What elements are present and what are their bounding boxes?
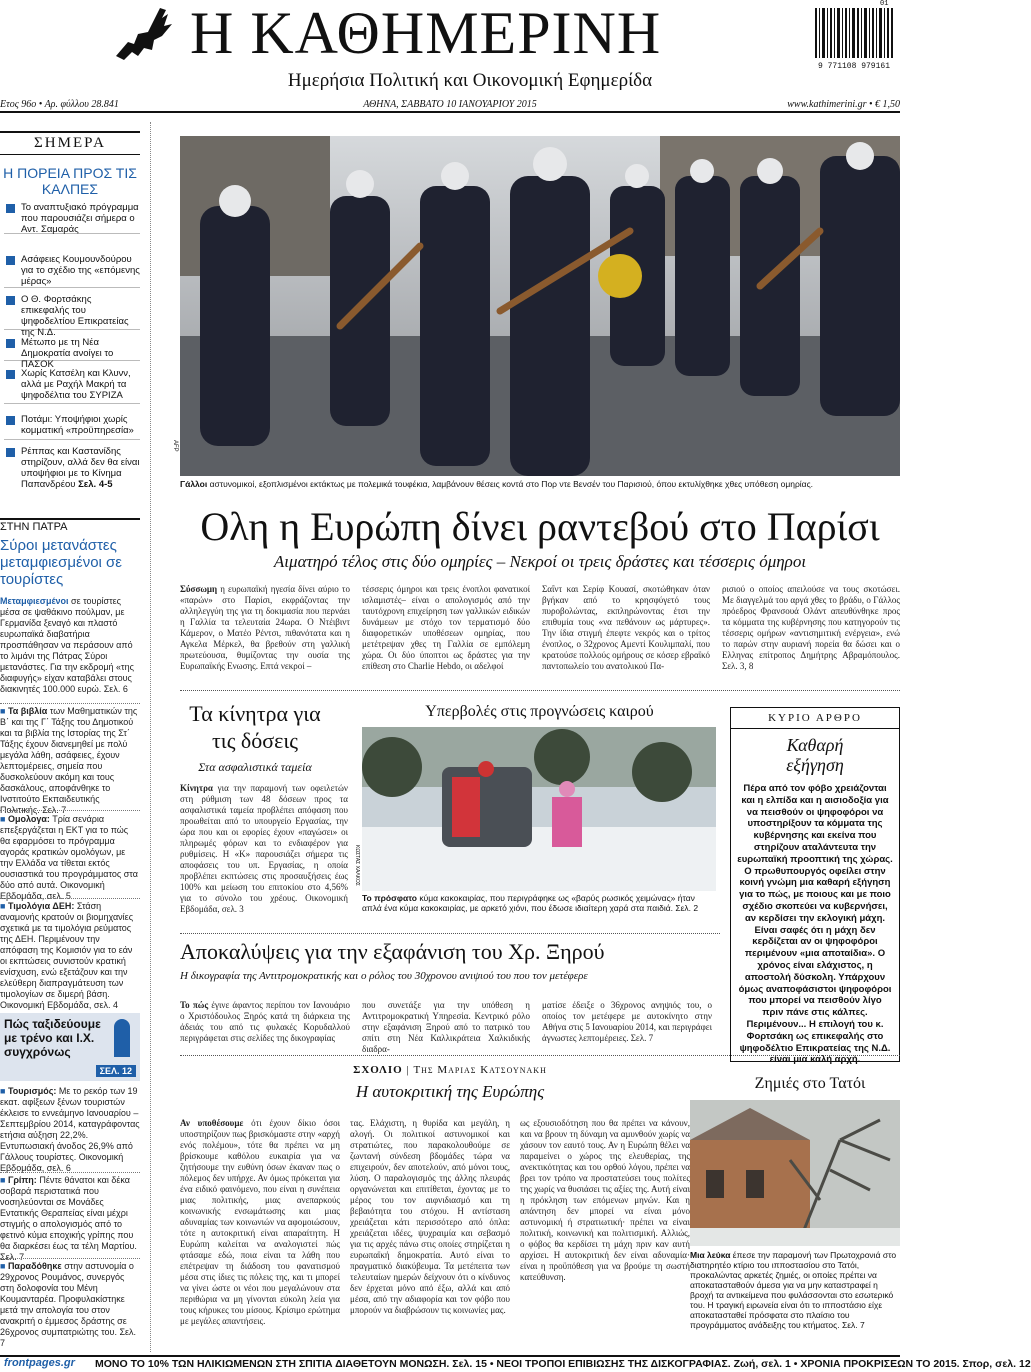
lead-col-4: ρισιού ο οποίος απειλούσε να τους σκοτώσει. Με διαγγελμά του αργά χθες το βράδυ, ο Γάλλος πρόεδρος Φρανσουά Ολάντ απευθύνθηκε προς τα κόμματα της κυβέρνησης που κατηγορούν τις τέσσερις ομήρων «αντισημιτική ενέργεια», ενώ το παρών στην αυριανή πορεία θα δώσει και ο Ελληνας επίτροπος Δημήτρης Αβραμόπουλος. Σελ. 3, 8 <box>722 584 900 671</box>
commentary-title[interactable]: Η αυτοκριτική της Ευρώπης <box>355 1082 545 1101</box>
tatoi-caption: Μια λεύκα έπεσε την παραμονή των Πρωτοχρονιά στο διατηρητέο κτίριο του ιπποστασίου στο Τατόι, προκαλώντας αρκετές ζημιές, οι οποίες πρέπει να αποκατασταθούν άμεσα για να μην καταστραφεί η βροχή τα αντικείμενα που φυλάσσονται στο εσωτερικό του. Η τραγική ειρωνεία είναι ότι το ιπποστάσιο είχε αποκατασταθεί πρόσφατα στο πλαίσιο του προγράμματος ανάδειξης του κτήματος. Σελ. 7 <box>690 1250 897 1330</box>
poreia-pages: Σελ. 4-5 <box>78 479 113 490</box>
incentives-subhead: Στα ασφαλιστικά ταμεία <box>198 760 312 774</box>
bullet-icon <box>6 416 15 425</box>
lead-col-1: Σύσσωμη η ευρωπαϊκή ηγεσία δίνει αύριο το «παρών» στο Παρίσι, εκφράζοντας την αλληλεγγύη της για τη δοκιμασία που περνάει η Γαλλία τα τελευταία 24ωρα. Ο Ντέιβιντ Κάμερον, ο Ματέο Ρέντσι, πιθανότατα και η Αγκελα Μέρκελ, θα βρεθούν στη γαλλική πρωτεύουσα, θυμίζοντας την ουσία της Ευρωπαϊκής Ενωσης. Επτά νεκροί – <box>180 584 350 671</box>
incentives-headline[interactable]: Τα κίνητρα για τις δόσεις <box>189 701 321 753</box>
travel-page: ΣΕΛ. 12 <box>96 1065 136 1077</box>
editorial-body: Πέρα από τον φόβο χρειάζονται και η ελπίδα και η αισιοδοξία για να πεισθούν οι ψηφοφόροι να υποστηρίξουν τα κόμματα της κυβέρνησης και εκείνα που στηρίζουν αταλάντευτα την ευρωπαϊκή προοπτική της χώρας. Ο πρωθυπουργός οφείλει στην κοινή γνώμη μια καθαρή εξήγηση για το πώς, με ποιους και με ποιο σχέδιο σκοπεύει να κυβερνήσει, αν κερδίσει την εκλογική μάχη. Είναι σαφές ότι η μάχη δεν κερδίζεται αν οι ψηφοφόροι περιμένουν «μια αποταίδια». Ο χρόνος είναι ελάχιστος, η αποστολή δύσκολη. Υπάρχουν όμως αναποφάσιστοι ψηφοφόροι που μπορεί να πεισθούν λίγο πριν πάνε στις κάλπες. Περιμένουν... Η επιλογή του κ. Φορτσάκη ως επικεφαλής στο ψηφοδέλτιο Επικρατείας της Ν.Δ. είναι μια καλή αρχή. <box>737 783 893 1066</box>
list-item[interactable]: Ρέππας και Καστανίδης στηρίζουν, αλλά δεν θα είναι υποψήφιοι με το Κίνημα Παπανδρέου Σελ. 4-5 <box>4 446 140 502</box>
list-item[interactable]: Ο Θ. Φορτσάκης επικεφαλής του ψηφοδελτίου Επικρατείας της Ν.Δ. <box>4 294 140 330</box>
patra-text: Μεταμφιεσμένοι σε τουρίστες μέσα σε ψαθάκινο πούλμαν, με Γερμανίδα ξεναγό και πλαστό ευρωπαϊκά διαβατήρια προσπάθησαν να περάσουν από το λιμάνι της Πάτρας Σύροι μετανάστες. Για την εκδρομή «της διαφυγής» είχαν καταβάλει στους διακινητές 100.000 ευρώ. Σελ. 6 <box>0 596 134 694</box>
barcode-icon <box>813 4 895 64</box>
lead-subhead: Αιματηρό τέλος στις δύο ομηρίες – Νεκροί οι τρεις δράστες και τέσσερις όμηροι <box>273 552 807 571</box>
barcode-issue: 01 <box>880 0 889 8</box>
editorial-title[interactable]: Καθαρή εξήγηση <box>786 735 844 775</box>
train-icon <box>114 1019 130 1057</box>
snow-photo <box>362 727 716 891</box>
poreia-title: Η ΠΟΡΕΙΑ ΠΡΟΣ ΤΙΣ ΚΑΛΠΕΣ <box>3 165 137 197</box>
lead-headline[interactable]: Ολη η Ευρώπη δίνει ραντεβού στο Παρίσι <box>200 504 880 549</box>
commentary-col-3: ως εξουσιοδότηση που θα πρέπει να κάνουν, και να βρουν τη δύναμη να αμυνθούν χωρίς να χάσουν τον εαυτό τους. Αν η Ευρώπη θέλει να παραμείνει ο χώρος της ελευθερίας, της ανεκτικότητας και του ορθού λόγου, πρέπει να βρει τον τρόπο να προστατεύσει τους πολίτες της χωρίς να θυσιάσει τις αξίες της. Αυτή είναι η πρόκληση των επόμενων μηνών. Και η απάντηση δεν μπορεί να είναι μόνο αστυνομική ή στρατιωτική· πρέπει να είναι πολιτική, κοινωνική και πολιτισμική. Αλλιώς, ο φόβος θα κερδίσει τη μάχη πριν καν αυτή αρχίσει. Η αυτοκριτική δεν είναι αδυναμία· είναι η προϋπόθεση για να βρούμε τη σωστή κατεύθυνση. <box>520 1118 690 1282</box>
bullet-icon <box>6 370 15 379</box>
patra-label: ΣΤΗΝ ΠΑΤΡΑ <box>0 518 140 533</box>
editorial-label: ΚΥΡΙΟ ΑΡΘΡΟ <box>731 708 899 729</box>
travel-title: Πώς ταξιδεύουμε με τρένο και Ι.Χ. συγχρόνως <box>4 1017 101 1059</box>
issue-number: Ετος 96ο • Αρ. φύλλου 28.841 <box>0 99 119 110</box>
commentary-col-1: Αν υποθέσουμε ότι έχουν δίκιο όσοι υποστηρίζουν πως βρισκόμαστε στην «αρχή ενός πολέμου», τότε θα πρέπει να μη βρίσκουμε καθόλου ευκαιρία για να ζητήσουμε την ευθύνη όσων έκαναν πως ο πόλεμος δεν υπήρχε. Αν όμως πρόκειται για ένα ειδικό φαινόμενο, που είναι η συνέπεια μιας πολιτικής, μιας ανεπαρκούς κοινωνικής ενσωμάτωσης και μιας αδυναμίας των κοινωνιών να αφομοιώσουν, τότε η αυτοκριτική είναι απαραίτητη. Η Ευρώπη καλείται να αναλογιστεί πώς φτάσαμε εδώ, ποια είναι τα λάθη που επέτρεψαν τη διάδοση του φανατισμού μέσα στις ίδιες τις πόλεις της, και τι μπορεί να γίνει ώστε οι νέοι που μεγαλώνουν στα περιθώρια να μη γίνονται εύκολη λεία για τους κήρυκες του μίσους. Κρίσιμο ερώτημα με μεγάλες απαντήσεις. <box>180 1118 341 1326</box>
dateline <box>0 97 900 113</box>
lead-col-3: Σαΐντ και Σερίφ Κουασί, σκοτώθηκαν όταν βγήκαν από το κρησφύγετό τους πυροβολώντας, εκπληρώνοντας έτσι την επιθυμία τους «να πεθάνουν ως μάρτυρες». Την ίδια στιγμή έπεφτε νεκρός και ο τρίτος ένοπλος, ο 32χρονος Αμεντί Κουλιμπαλί, που κρατούσε πολλούς ομήρους σε κόσερ εβραϊκό παντοπωλείο του ανατολικού Πα- <box>542 584 710 671</box>
xiros-col-2: που συνετάξε για την υπόθεση η Αντιτρομοκρατική Υπηρεσία. Κεντρικό ρόλο στην εξαφάνιση Ξηρού από το πατρικό του σπίτι στη Νέα Καλλικράτεια Χαλκιδικής διαδρα- <box>362 1000 530 1054</box>
xiros-subhead: Η δικογραφία της Αντιτρομοκρατικής και ο ρόλος του 30χρονου ανιψιού του που τον μετέφερε <box>180 970 588 982</box>
list-item[interactable]: Ασάφειες Κουμουνδούρου για το σχέδιο της «επόμενης μέρας» <box>4 254 140 288</box>
masthead-subtitle: Ημερήσια Πολιτική και Οικονομική Εφημερίδα <box>287 70 653 91</box>
watermark: frontpages.gr <box>4 1357 75 1369</box>
today-label: ΣΗΜΕΡΑ <box>0 131 140 155</box>
masthead-title: Η ΚΑΘΗΜΕΡΙΝΗ <box>190 0 662 66</box>
list-item[interactable]: Μέτωπο με τη Νέα Δημοκρατία ανοίγει το ΠΑΣΟΚ <box>4 337 140 361</box>
photo-caption: Γάλλοι αστυνομικοί, εξοπλισμένοι εκτάκτως με πολεμικά τουφέκια, λαμβάνουν θέσεις κοντά στο Πορ ντε Βενσέν του Παρισιού, όπου εκτυλίχθηκε χθες υπόθεση ομηρίας. <box>180 479 814 489</box>
incentives-text: Κίνητρα για την παραμονή των οφειλετών στη ρύθμιση των 48 δόσεων προς τα ασφαλιστικά ταμεία προβλέπει απόφαση που προωθείται από το υπουργείο Εργασίας, την ώρα που και οι εφορίες έχουν «παγώσει» οι πληρωμές φόρων και το ενδιαφέρον για ρυθμίσεις. Η «Κ» παρουσιάζει σήμερα τις αποφάσεις του υπ. Εργασίας, η οποία προβλέπει εκπτώσεις στις προσαυξήσεις έως 100% και μείωση του επιτοκίου στο 4,56% για το σύνολο του χρέους. Οικονομική Εβδομάδα, σελ. 3 <box>180 783 348 914</box>
travel-teaser[interactable] <box>0 1013 140 1081</box>
brief-tourism: ■ Τουρισμός: Με το ρεκόρ των 19 εκατ. αφίξεων ξένων τουριστών έκλεισε το εννεάμηνο Ιανουαρίου – Σεπτεμβρίου 2014, καταγράφοντας ετήσια αύξηση 22,2%. Εντυπωσιακή άνοδος 26,9% από Γάλλους τουρίστες. Οικονομική Εβδομάδα, σελ. 6 <box>0 1086 140 1173</box>
brief-arrest: ■ Παραδόθηκε στην αστυνομία ο 29χρονος Ρουμάνος, συνεργός στη δολοφονία του Μένη Κουμανταρέα. Προφυλακίστηκε μετά την απολογία του στον ανακριτή ο έμμεσος δράστης σε 26χρονος συμπατριώτης του. Σελ. 7 <box>0 1261 137 1348</box>
barcode-number: 9 771108 979161 <box>817 62 890 71</box>
footer-text: ΜΟΝΟ ΤΟ 10% ΤΩΝ ΗΛΙΚΙΩΜΕΝΩΝ ΣΤΗ ΣΠΙΤΙΑ ΔΙΑΘΕΤΟΥΝ ΜΟΝΩΣΗ. Σελ. 15 • ΝΕΟΙ ΤΡΟΠΟΙ ΕΠΙΒΙΩΣΗΣ ΤΗΣ ΔΙΣΚΟΓΡΑΦΙΑΣ. Ζωή, σελ. 1 • ΧΡΟΝΙΑ ΠΡΟΚΡΙΣΕΩΝ ΤΟ 2015. Σπορ, σελ. 12 <box>95 1358 1031 1370</box>
bullet-icon <box>6 448 15 457</box>
bullet-icon <box>6 296 15 305</box>
tatoi-photo <box>690 1100 900 1246</box>
pegasus-logo-icon <box>108 4 178 64</box>
tatoi-headline[interactable]: Ζημιές στο Τατόι <box>754 1075 866 1092</box>
police-photo <box>180 136 900 476</box>
bullet-icon <box>6 256 15 265</box>
bullet-icon <box>6 204 15 213</box>
list-item[interactable]: Το αναπτυξιακό πρόγραμμα που παρουσιάζει σήμερα ο Αντ. Σαμαράς <box>4 202 140 234</box>
photo-credit: AFP <box>172 440 178 452</box>
bullet-icon <box>6 339 15 348</box>
footer-teasers <box>0 1355 1031 1372</box>
xiros-col-1: Το πώς έγινε άφαντος περίπου τον Ιανουάριο ο Χριστόδουλος Ξηρός κατά τη διάρκεια της άδειάς του από τις φυλακές Κορυδαλλού περιγράφεται στις σελίδες της δικογραφίας <box>180 1000 350 1043</box>
issue-date: ΑΘΗΝΑ, ΣΑΒΒΑΤΟ 10 ΙΑΝΟΥΑΡΙΟΥ 2015 <box>363 99 537 110</box>
weather-credit: ΚΩΣΤΑΣ ΧΑΛΚΟΣ <box>354 845 360 886</box>
weather-headline[interactable]: Υπερβολές στις προγνώσεις καιρού <box>425 703 654 720</box>
xiros-headline[interactable]: Αποκαλύψεις για την εξαφάνιση του Χρ. Ξηρού <box>180 939 605 964</box>
site-and-price: www.kathimerini.gr • € 1,50 <box>787 99 900 110</box>
weather-caption: Το πρόσφατο κύμα κακοκαιρίας, που περιγράφηκε ως «βαρύς ρωσικός χειμώνας» ήταν απλά ένα κύμα κακοκαιρίας, με αρκετό χιόνι, που έδωσε ιδιαίτερη χαρά στα παιδιά. Σελ. 2 <box>362 893 699 913</box>
commentary-label: ΣΧΟΛΙΟ | Της Μαριας Κατσουνακη <box>353 1064 547 1076</box>
brief-flu: ■ Γρίπη: Πέντε θάνατοι και δέκα σοβαρά περιστατικά που νοσηλεύονται σε Μονάδες Εντατικής Θεραπείας είναι μέχρι στιγμής ο απολογισμός από το φετινό κύμα εποχικής γρίπης που θα διαρκέσει έως τα τέλη Μαρτίου. Σελ. 7 <box>0 1175 137 1262</box>
xiros-col-3: ματίσε έδειξε ο 36χρονος ανηψιός του, ο οποίος τον μετέφερε με αυτοκίνητο στην Αθήνα στις 5 Ιανουαρίου 2014, και περιγράφει άγνωστες λεπτομέρειες. Σελ. 7 <box>542 1000 712 1043</box>
editorial-box <box>730 707 900 1066</box>
brief-books: ■ Τα βιβλία των Μαθηματικών της Β΄ και της Γ΄ Τάξης του Δημοτικού και τα βιβλία της Ιστορίας της Στ΄ Τάξης έχουν διανεμηθεί με πολύ μεγάλα λάθη, ασάφειες, έχουν λεπτομέρειες, σημεία που δυσκολεύουν ακόμη και τους δασκάλους, αποφάνθηκε το Ινστιτούτο Εκπαιδευτικής Πολιτικής. Σελ. 7 <box>0 706 138 815</box>
list-item[interactable]: Ποτάμι: Υποψήφιοι χωρίς κομματική «προϋπηρεσία» <box>4 414 140 440</box>
brief-dei: ■ Τιμολόγια ΔΕΗ: Στάση αναμονής κρατούν οι βιομηχανίες σχετικά με τα τιμολόγια ρεύματος της ΔΕΗ. Περιμένουν την απόφαση της Κομισιόν για το εάν οι εκπτώσεις συνιστούν κρατική ενίσχυση, ενώ εξετάζουν και την ελεύθερη διαπραγμάτευση των τιμολογίων σε διμερή βάση. Οικονομική Εβδομάδα, σελ. 4 <box>0 901 134 1010</box>
brief-bonds: ■ Ομολογα: Τρία σενάρια επεξεργάζεται η ΕΚΤ για το πώς θα εφαρμόσει το πρόγραμμα αγοράς κρατικών ομολόγων, με την Ελλάδα να τίθεται εκτός ουσιαστικά του προγράμματος στα δύο από αυτά. Οικονομική Εβδομάδα, σελ. 5 <box>0 814 138 901</box>
lead-col-2: τέσσερις όμηροι και τρεις ένοπλοι φανατικοί ισλαμιστές– είναι ο απολογισμός από την ταυτόχρονη επιχείρηση των γαλλικών ειδικών δυνάμεων με στόχο τον τερματισμό δύο διαφορετικών υποθέσεων ομηρίας, που μετέτρεψαν χθες τη Γαλλία σε εμπόλεμη χώρα. Οι δύο ύποπτοι ως δράστες για την επίθεση στο Charlie Hebdo, οι αδελφοί <box>362 584 530 671</box>
list-item[interactable]: Χωρίς Κατσέλη και Κλυνν, αλλά με Ραχήλ Μακρή τα ψηφοδέλτια του ΣΥΡΙΖΑ <box>4 368 140 404</box>
commentary-col-2: τας. Ελάχιστη, η θυρίδα και μεγάλη, η αλογή. Οι πολιτικοί αστυνομικοί και στρατιώτες, που παρακολουθούμε σε ζωντανή σύνδεση βδομάδες τώρα να επιχειρούν, δεν αποτελούν, από μόνοι τους, λύση. Ο παραλογισμός της άλλης πλευράς οργανώνεται και επιτίθεται, έχοντας με το μέρος του τον αιφνιδιασμό και τη βεβαιότητα του στόχου. Η αντίσταση χρειάζεται κάτι περισσότερο από όπλα: χρειάζεται ιδέες, ψυχραιμία και σεβασμό για τις αρχές πάνω στις οποίες στηρίζεται η ευρωπαϊκή δημοκρατία. Αυτό είναι το πραγματικό διακύβευμα. Τα μετέπειτα των τελευταίων ημερών δείχνουν ότι ο κίνδυνος δεν έρχεται μόνο από έξω, αλλά και από μέσα, από την αδιαφορία και τον φόβο που μπορούν να διαβρώσουν τις κοινωνίες μας. <box>350 1118 510 1315</box>
patra-title: Σύροι μετανάστες μεταμφιεσμένοι σε τουρίστες <box>0 537 122 588</box>
